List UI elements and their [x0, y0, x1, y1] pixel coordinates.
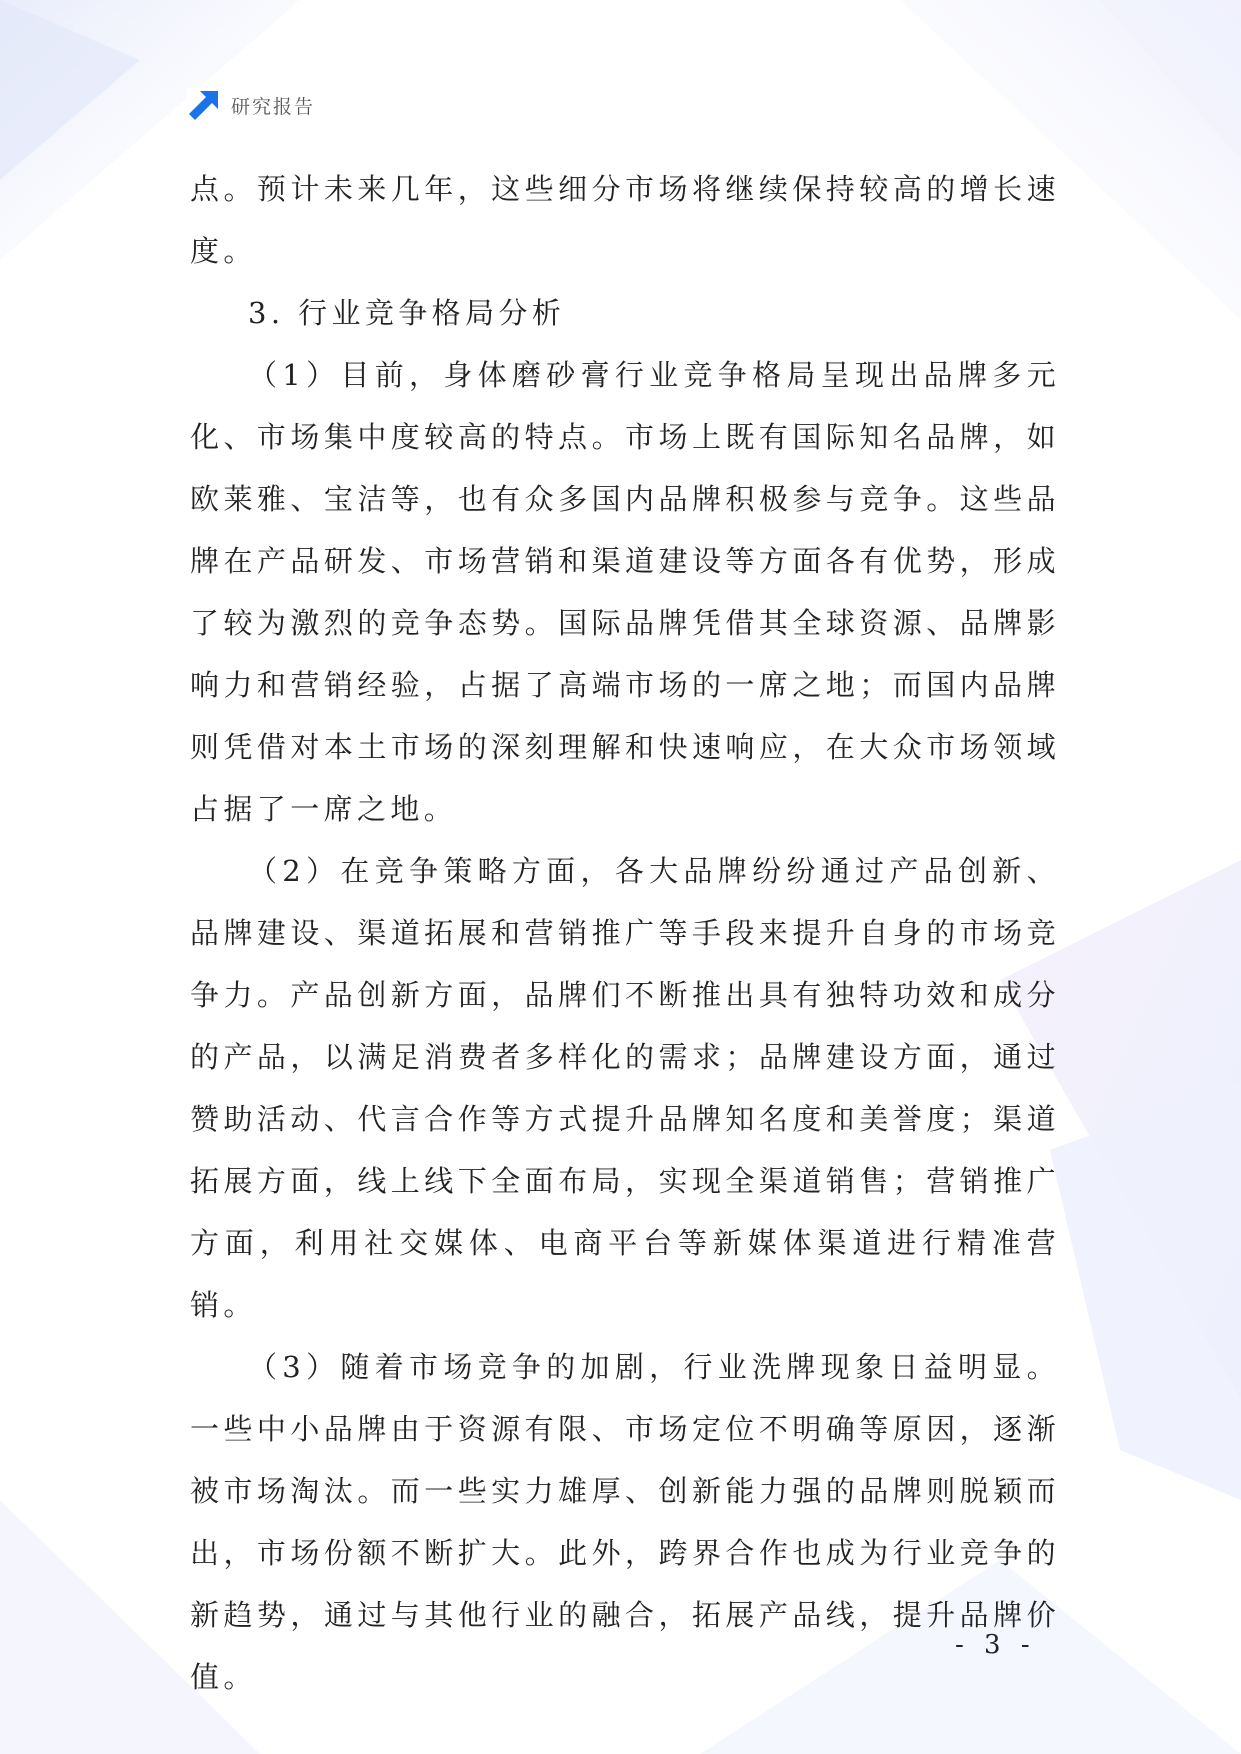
- paragraph: （3）随着市场竞争的加剧，行业洗牌现象日益明显。一些中小品牌由于资源有限、市场定位不明确等原因，逐渐被市场淘汰。而一些实力雄厚、创新能力强的品牌则脱颖而出，市场份额不断扩大。此外，跨界合作也成为行业竞争的新趋势，通过与其他行业的融合，拓展产品线，提升品牌价值。: [190, 1350, 1060, 1694]
- arrow-up-right-icon: [187, 88, 221, 122]
- continuation-paragraph: 点。预计未来几年，这些细分市场将继续保持较高的增长速度。: [190, 172, 1060, 268]
- paragraph: （2）在竞争策略方面，各大品牌纷纷通过产品创新、品牌建设、渠道拓展和营销推广等手段来提升自身的市场竞争力。产品创新方面，品牌们不断推出具有独特功效和成分的产品，以满足消费者多样化的需求；品牌建设方面，通过赞助活动、代言合作等方式提升品牌知名度和美誉度；渠道拓展方面，线上线下全面布局，实现全渠道销售；营销推广方面，利用社交媒体、电商平台等新媒体渠道进行精准营销。: [190, 854, 1060, 1322]
- header-title: 研究报告: [231, 95, 316, 118]
- paragraph: （1）目前，身体磨砂膏行业竞争格局呈现出品牌多元化、市场集中度较高的特点。市场上既有国际知名品牌，如欧莱雅、宝洁等，也有众多国内品牌积极参与竞争。这些品牌在产品研发、市场营销和渠道建设等方面各有优势，形成了较为激烈的竞争态势。国际品牌凭借其全球资源、品牌影响力和营销经验，占据了高端市场的一席之地；而国内品牌则凭借对本土市场的深刻理解和快速响应，在大众市场领域占据了一席之地。: [190, 358, 1060, 826]
- page-header: [187, 88, 315, 122]
- page-number: - 3 -: [955, 1630, 1036, 1660]
- section-heading: 3. 行业竞争格局分析: [248, 296, 566, 330]
- document-body: [190, 158, 1060, 1708]
